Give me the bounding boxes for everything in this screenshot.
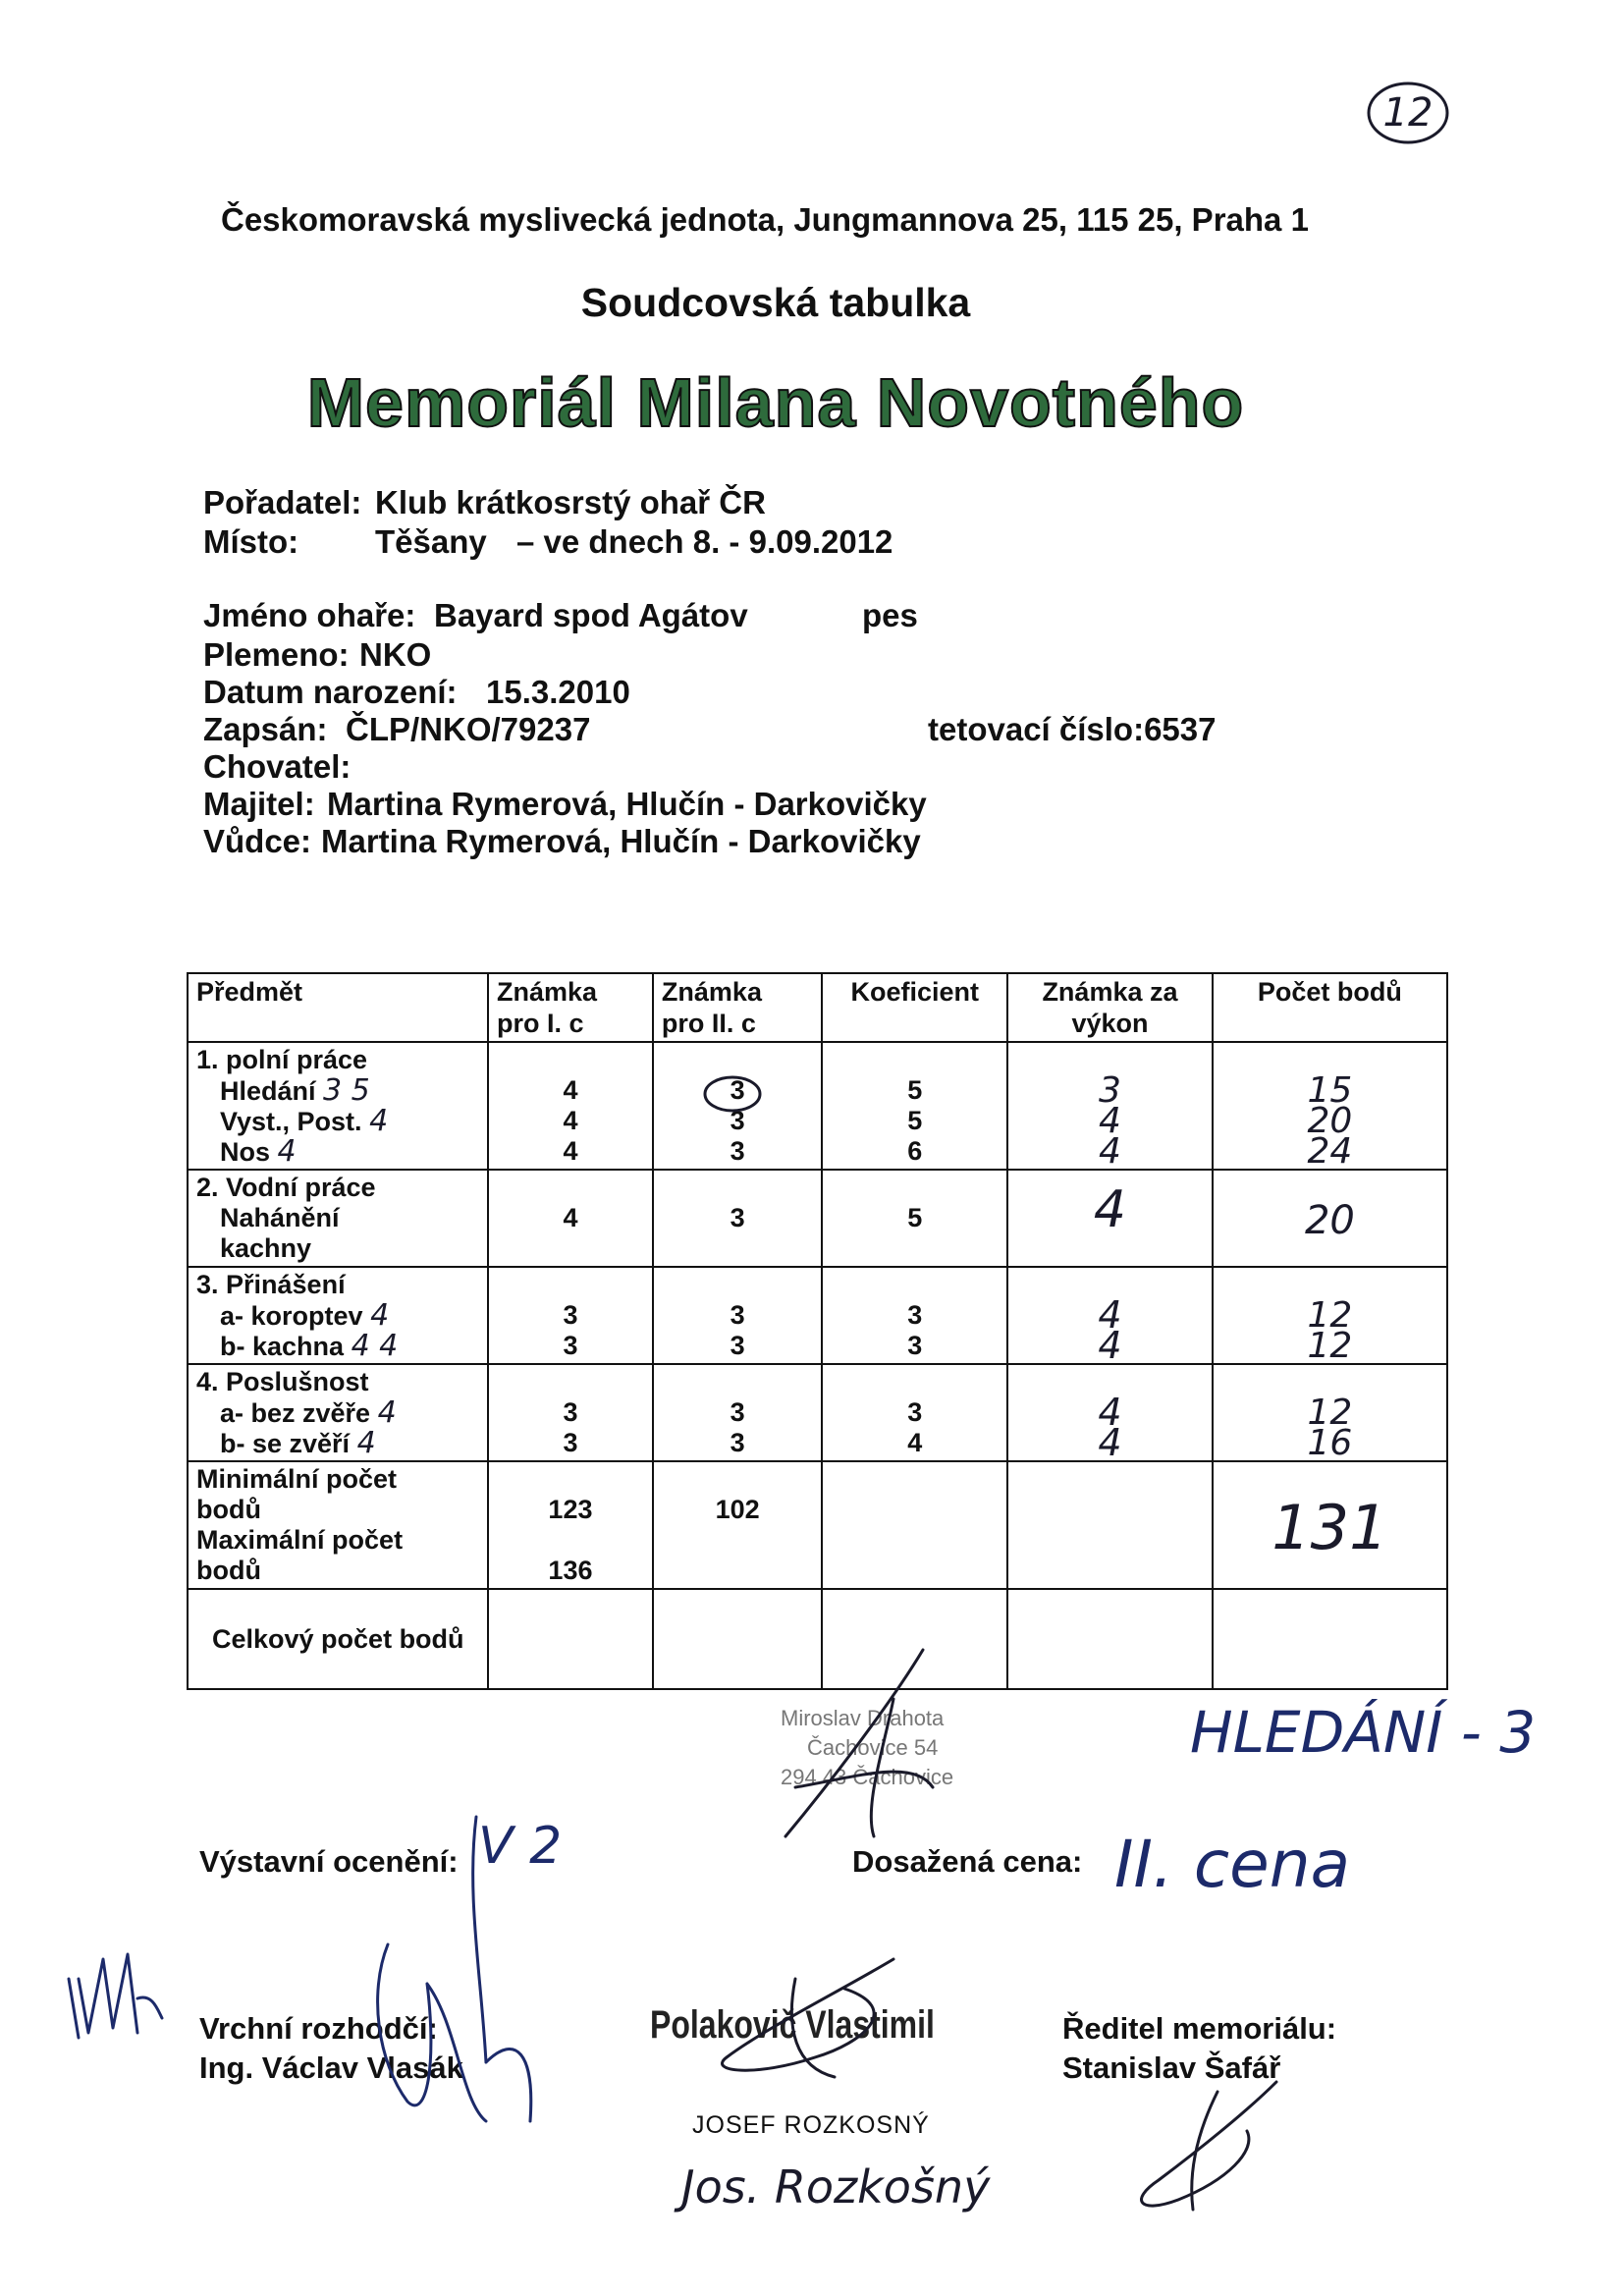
grade-value: 3 [730,1428,745,1457]
owner-value: Martina Rymerová, Hlučín - Darkovičky [327,786,927,822]
grade-value: 3 [563,1300,578,1330]
handwritten-note: 3 5 [323,1073,370,1108]
total-grade1 [488,1589,653,1689]
registered-value: ČLP/NKO/79237 [346,711,591,747]
handwritten-note: 4 [377,1395,397,1430]
show-rating-label: Výstavní ocenění: [199,1844,459,1879]
coef-value: 3 [907,1397,923,1427]
handwritten-circle [698,1072,767,1116]
group4-grade1 [488,1364,653,1461]
prize-label: Dosažená cena: [852,1844,1083,1879]
grade-value: 3 [563,1428,578,1457]
judge2-name-stamp: Polakovič Vlastimil [650,2003,935,2047]
points-value: 12 [1307,1326,1353,1366]
group4-grade2 [653,1364,822,1461]
group2-subject [188,1170,488,1267]
page-number-text: 12 [1382,90,1434,136]
grade-value: 4 [563,1075,578,1105]
group1-heading: 1. polní práce [196,1045,368,1074]
header-grade1-line1: Známka [496,977,598,1007]
group2-coefficient [822,1170,1007,1267]
handwritten-note: 4 [370,1298,390,1333]
points-value: 15 [1307,1070,1353,1111]
coef-value: 5 [907,1075,923,1105]
table-header-row [188,973,1447,1042]
judge3-name-stamp: JOSEF ROZKOSNÝ [692,2111,930,2139]
prize-value: II. cena [1114,1827,1351,1902]
score-table [187,972,1448,1690]
grade-value: 3 [730,1203,745,1232]
handwritten-note: 4 4 [351,1329,399,1363]
director-name: Stanislav Šafář [1062,2050,1281,2085]
stamp-line2: Čachovice 54 [807,1735,939,1760]
grade-value: 3 [563,1397,578,1427]
group1-item: Vyst., Post. 4 [220,1104,389,1138]
group2-heading: 2. Vodní práce [196,1173,376,1202]
table-row [188,1170,1447,1267]
group3-coefficient [822,1267,1007,1364]
handwritten-note: 4 [356,1426,376,1460]
group3-subject [188,1267,488,1364]
judge-signature-1 [776,1640,952,1846]
perf-value: 4 [1098,1324,1122,1367]
margin-initials [59,1940,167,2048]
minmax-grade1 [488,1461,653,1589]
perf-value: 4 [1098,1421,1122,1464]
total-points-cell [1213,1461,1447,1589]
group4-heading: 4. Poslušnost [196,1367,369,1396]
place-label: Místo: [203,523,299,560]
group1-coefficient [822,1042,1007,1170]
header-grade1-line2: pro I. c [496,1009,584,1038]
header-grade1 [488,973,653,1042]
max-label-line1: Maximální počet [196,1525,404,1555]
grade-value: 3 [730,1300,745,1330]
chief-judge-signature [368,1807,565,2141]
group2-item-line2: kachny [220,1233,312,1263]
dog-sex: pes [862,597,918,633]
handwritten-note: 4 [277,1134,297,1169]
handler-value: Martina Rymerová, Hlučín - Darkovičky [321,823,921,859]
total-label: Celkový počet bodů [212,1623,464,1654]
minmax-performance [1007,1461,1213,1589]
show-rating-value: V 2 [478,1817,563,1876]
owner-label: Majitel: [203,786,315,822]
breeder-label: Chovatel: [203,748,352,785]
perf-value: 4 [1099,1131,1121,1172]
grade-value: 3 [730,1397,745,1427]
grade-value: 3 [563,1331,578,1360]
table-row [188,1364,1447,1461]
group2-performance [1007,1170,1213,1267]
group3-heading: 3. Přinášení [196,1270,346,1299]
document-subtitle: Soudcovská tabulka [580,280,971,325]
judge2-signature [648,1949,923,2087]
header-coefficient: Koeficient [822,973,1007,1042]
organizer-label: Pořadatel: [203,484,362,520]
birth-label: Datum narození: [203,674,458,710]
group3-item: b- kachna 4 4 [220,1329,399,1363]
minmax-labels [188,1461,488,1589]
group1-grade1 [488,1042,653,1170]
table-row [188,1042,1447,1170]
group1-item: Nos 4 [220,1134,297,1169]
grade-value: 3 [730,1136,745,1166]
chief-judge-label: Vrchní rozhodčí: [199,2011,438,2046]
perf-value: 4 [1098,1391,1122,1434]
director-label: Ředitel memoriálu: [1062,2011,1337,2046]
event-dates: – ve dnech 8. - 9.09.2012 [516,523,893,560]
grade-value: 4 [563,1203,578,1232]
group4-item: a- bez zvěře 4 [220,1395,397,1430]
min-label-line2: bodů [196,1495,261,1524]
points-value: 12 [1307,1393,1353,1433]
minmax-grade2 [653,1461,822,1589]
header-grade2-line2: pro II. c [661,1009,756,1038]
max-grade1: 136 [548,1556,593,1585]
header-performance [1007,973,1213,1042]
breed-label: Plemeno: [203,636,350,673]
total-label-cell [188,1589,488,1689]
total-points [1213,1589,1447,1689]
coef-value: 5 [907,1203,923,1232]
perf-value: 4 [1098,1293,1122,1337]
group1-grade2 [653,1042,822,1170]
page-number [1365,79,1451,147]
group2-points [1213,1170,1447,1267]
breed-value: NKO [359,636,432,673]
points-value: 20 [1307,1101,1353,1141]
registered-label: Zapsán: [203,711,328,747]
min-label-line1: Minimální počet [196,1464,398,1494]
stamp-line1: Miroslav Drahota [781,1706,945,1730]
coef-value: 3 [907,1331,923,1360]
organization-line: Českomoravská myslivecká jednota, Jungmannova 25, 115 25, Praha 1 [221,201,1309,238]
group4-coefficient [822,1364,1007,1461]
grade-value: 4 [563,1136,578,1166]
coef-value: 6 [907,1136,923,1166]
total-points-value: 131 [1271,1492,1388,1563]
header-subject: Předmět [188,973,488,1042]
grade-value: 3 [730,1106,745,1135]
grade-value: 3 [730,1331,745,1360]
minmax-coefficient [822,1461,1007,1589]
coef-value: 3 [907,1300,923,1330]
group1-item: Hledání 3 5 [220,1073,370,1108]
handwritten-note: 4 [369,1104,389,1138]
min-grade1: 123 [548,1495,593,1524]
max-label-line2: bodů [196,1556,261,1585]
handler-label: Vůdce: [203,823,312,859]
handwritten-note-hledani: HLEDÁNÍ - 3 [1190,1699,1537,1766]
points-value: 16 [1307,1423,1353,1463]
birth-value: 15.3.2010 [486,674,630,710]
coef-value: 4 [907,1428,923,1457]
header-performance-line1: Známka za [1042,977,1178,1007]
group1-subject [188,1042,488,1170]
group2-grade2 [653,1170,822,1267]
coef-value: 5 [907,1106,923,1135]
header-performance-line2: výkon [1071,1009,1149,1038]
perf-value: 4 [1093,1180,1127,1239]
group1-points [1213,1042,1447,1170]
group3-performance [1007,1267,1213,1367]
header-grade2-line1: Známka [661,977,762,1007]
group4-subject [188,1364,488,1461]
group1-performance [1007,1042,1213,1170]
perf-value: 3 [1099,1070,1121,1111]
document-title: Memoriál Milana Novotného [306,364,1245,441]
organizer-value: Klub krátkosrstý ohař ČR [375,484,766,520]
dog-name-label: Jméno ohaře: [203,597,416,633]
group4-points [1213,1364,1447,1461]
group2-item-line1: Nahánění [220,1203,340,1232]
stamp-line3: 294 43 Čachovice [781,1765,954,1789]
group4-performance [1007,1364,1213,1464]
tattoo-number: tetovací číslo:6537 [928,711,1217,747]
header-grade2 [653,973,822,1042]
points-value: 20 [1304,1198,1355,1243]
group2-grade1 [488,1170,653,1267]
perf-value: 4 [1099,1101,1121,1141]
points-value: 24 [1307,1131,1353,1172]
min-grade2: 102 [715,1495,760,1524]
director-signature [1100,2072,1296,2219]
grade-value: 3 [730,1075,745,1105]
chief-judge-name: Ing. Václav Vlasák [199,2050,463,2085]
place-value: Těšany [375,523,487,560]
dog-name-value: Bayard spod Agátov [434,597,748,633]
header-points: Počet bodů [1213,973,1447,1042]
grade-value: 4 [563,1106,578,1135]
total-performance [1007,1589,1213,1689]
table-row [188,1267,1447,1364]
group3-grade2 [653,1267,822,1364]
group4-item: b- se zvěří 4 [220,1426,376,1460]
group3-points [1213,1267,1447,1364]
judge3-signature: Jos. Rozkošný [681,2160,991,2214]
group3-item: a- koroptev 4 [220,1298,390,1333]
group3-grade1 [488,1267,653,1364]
points-value: 12 [1307,1295,1353,1336]
table-row [188,1461,1447,1589]
